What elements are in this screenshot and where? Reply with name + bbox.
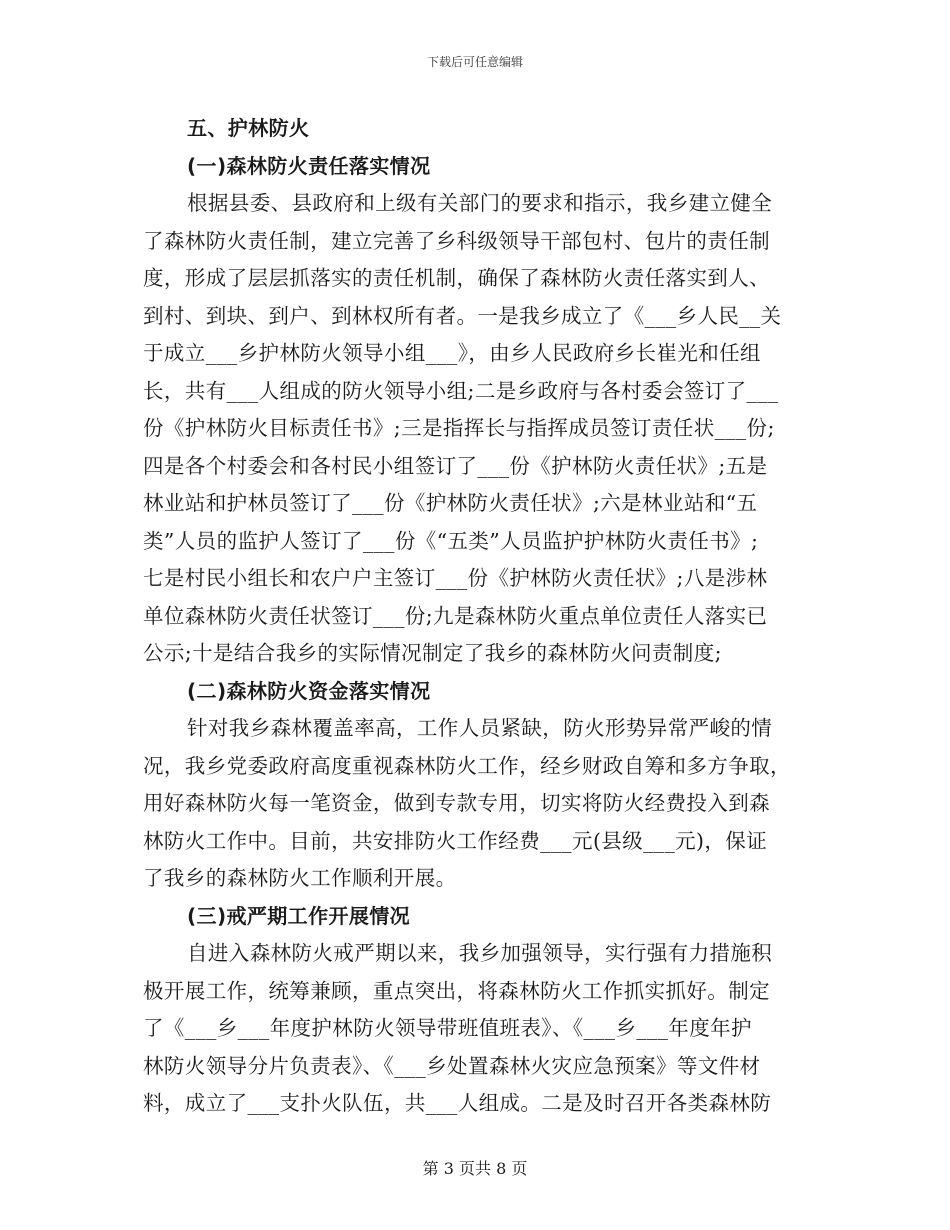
paragraph-line: 到村、到块、到户、到林权所有者。一是我乡成立了《___乡人民__关 <box>143 303 782 328</box>
paragraph-line: 了《___乡___年度护林防火领导带班值班表》、《___乡___年度年护 <box>143 1016 752 1040</box>
paragraph-line: 针对我乡森林覆盖率高，工作人员紧缺，防火形势异常严峻的情 <box>187 716 773 740</box>
paragraph-line: 七是村民小组长和农户户主签订___份《护林防火责任状》;八是涉林 <box>143 566 768 590</box>
paragraph-line: 根据县委、县政府和上级有关部门的要求和指示，我乡建立健全 <box>187 191 773 215</box>
section-heading: (二)森林防火资金落实情况 <box>187 678 431 703</box>
paragraph-line: 况，我乡党委政府高度重视森林防火工作，经乡财政自筹和多方争取， <box>143 753 791 778</box>
document-body <box>143 110 813 1123</box>
paragraph-line: 料，成立了___支扑火队伍，共___人组成。二是及时召开各类森林防 <box>143 1091 772 1115</box>
paragraph-line: 四是各个村委会和各村民小组签订了___份《护林防火责任状》;五是 <box>143 453 768 478</box>
paragraph-line: 林防火领导分片负责表》、《___乡处置森林火灾应急预案》等文件材 <box>143 1053 761 1078</box>
paragraph-line: 长，共有___人组成的防火领导小组;二是乡政府与各村委会签订了___ <box>143 378 779 403</box>
paragraph-line: 份《护林防火目标责任书》;三是指挥长与指挥成员签订责任状___份; <box>143 416 775 440</box>
paragraph-line: 了我乡的森林防火工作顺利开展。 <box>143 866 457 890</box>
section-heading: 五、护林防火 <box>187 116 310 140</box>
page-footer: 第 3 页共 8 页 <box>422 1159 528 1178</box>
paragraph-line: 极开展工作，统筹兼顾，重点突出，将森林防火工作抓实抓好。制定 <box>143 978 770 1003</box>
paragraph-line: 林防火工作中。目前，共安排防火工作经费___元(县级___元)，保证 <box>143 828 768 853</box>
paragraph-line: 单位森林防火责任状签订___份;九是森林防火重点单位责任人落实已 <box>143 603 768 628</box>
section-heading: (一)森林防火责任落实情况 <box>187 153 431 178</box>
paragraph-line: 公示;十是结合我乡的实际情况制定了我乡的森林防火问责制度; <box>143 641 722 665</box>
paragraph-line: 类”人员的监护人签订了___份《“五类”人员监护护林防火责任书》; <box>143 528 759 553</box>
paragraph-line: 林业站和护林员签订了___份《护林防火责任状》;六是林业站和“五 <box>143 491 758 515</box>
paragraph-line: 用好森林防火每一笔资金，做到专款专用，切实将防火经费投入到森 <box>143 791 770 815</box>
paragraph-line: 于成立___乡护林防火领导小组___》，由乡人民政府乡长崔光和任组 <box>143 341 761 365</box>
paragraph-line: 自进入森林防火戒严期以来，我乡加强领导，实行强有力措施积 <box>187 941 773 965</box>
section-heading: (三)戒严期工作开展情况 <box>187 903 411 928</box>
paragraph-line: 度，形成了层层抓落实的责任机制，确保了森林防火责任落实到人、 <box>143 266 770 290</box>
header-note: 下载后可任意编辑 <box>426 55 523 69</box>
paragraph-line: 了森林防火责任制，建立完善了乡科级领导干部包村、包片的责任制 <box>143 228 770 253</box>
